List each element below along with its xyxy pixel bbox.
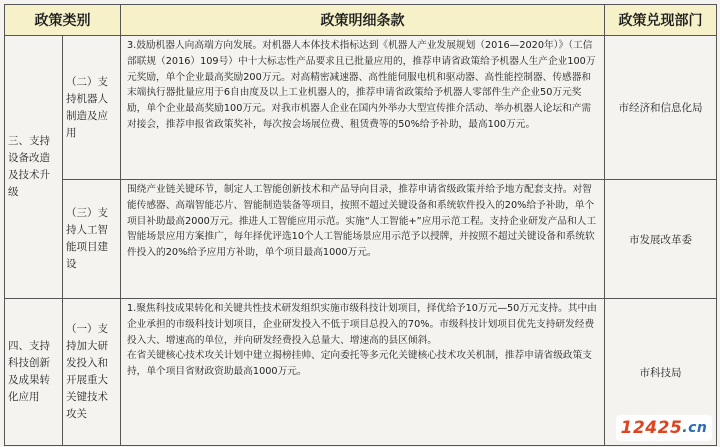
detail-cell [121,299,605,446]
detail-paragraph-1: 1.聚焦科技成果转化和关键共性技术研发组织实施市级科技计划项目，择优给予10万元—50万元支持。其中由企业承担的市级科技计划项目，企业研发投入不低于项目总投入的70%。市级科技计划项目优先支持研发经费投入大、增速高的单位，并向研发经费投入总量大、增速高的县区倾斜。 [127,303,597,346]
table-header-row [5,5,717,36]
subcategory-cell: （三）支持人工智能项目建设 [63,180,121,299]
category-cell: 四、支持科技创新及成果转化应用 [5,299,63,446]
department-cell: 市经济和信息化局 [605,36,717,180]
site-watermark-logo [616,415,712,441]
department-cell: 市发展改革委 [605,180,717,299]
table-row [5,36,717,180]
department-cell: 市科技局 [605,299,717,446]
detail-text: 3.鼓励机器人向高端方向发展。对机器人本体技术指标达到《机器人产业发展规划（2016—2020年）》（工信部联规（2016）109号）中十大标志性产品要求且已批量应用的，推荐申请省政策给予机器人生产企业100万元奖励，单个企业最高奖励200万元。对高精密减速器、高性能伺服电机和驱动器、高性能控制器、传感器和末端执行器批量应用于6自由度及以上工业机器人的，推荐申请省政策给予机器人零部件生产企业50万元奖励，单个企业最高奖励100万元。对我市机器人企业在国内外举办大型宣传推介活动、举办机器人论坛和产需对接会，推荐申报省政策奖补，每次按会场展位费、租赁费等的50%给予补助，最高100万元。 [127,40,596,130]
detail-text: 围绕产业链关键环节，制定人工智能创新技术和产品导向目录，推荐申请省级政策并给予地方配套支持。对智能传感器、高端智能芯片、智能制造装备等项目，按照不超过关键设备和系统软件投入的20%给予补助，单个项目补助最高2000万元。推进人工智能应用示范。实施“人工智能+”应用示范工程。支持企业研发产品和人工智能场景应用方案推广，每年择优评选10个人工智能场景应用示范予以授牌，并按照不超过关键设备和系统软件投入的20%给予应用方补助，单个项目最高1000万元。 [127,184,597,259]
table-row [5,299,717,446]
header-department: 政策兑现部门 [605,5,717,36]
header-category: 政策类别 [5,5,121,36]
table-row [5,180,717,299]
category-cell: 三、支持设备改造及技术升级 [5,36,63,299]
detail-paragraph-2: 在省关键核心技术攻关计划中建立揭榜挂帅、定向委托等多元化关键核心技术攻关机制，推荐申请省级政策支持，单个项目省财政资助最高1000万元。 [127,350,592,378]
detail-cell [121,36,605,180]
header-detail: 政策明细条款 [121,5,605,36]
policy-table [4,4,717,446]
watermark-main: 12425 [620,418,683,438]
subcategory-cell: （一）支持加大研发投入和开展重大关键技术攻关 [63,299,121,446]
watermark-suffix: .cn [682,420,708,436]
subcategory-cell: （二）支持机器人制造及应用 [63,36,121,180]
detail-cell [121,180,605,299]
